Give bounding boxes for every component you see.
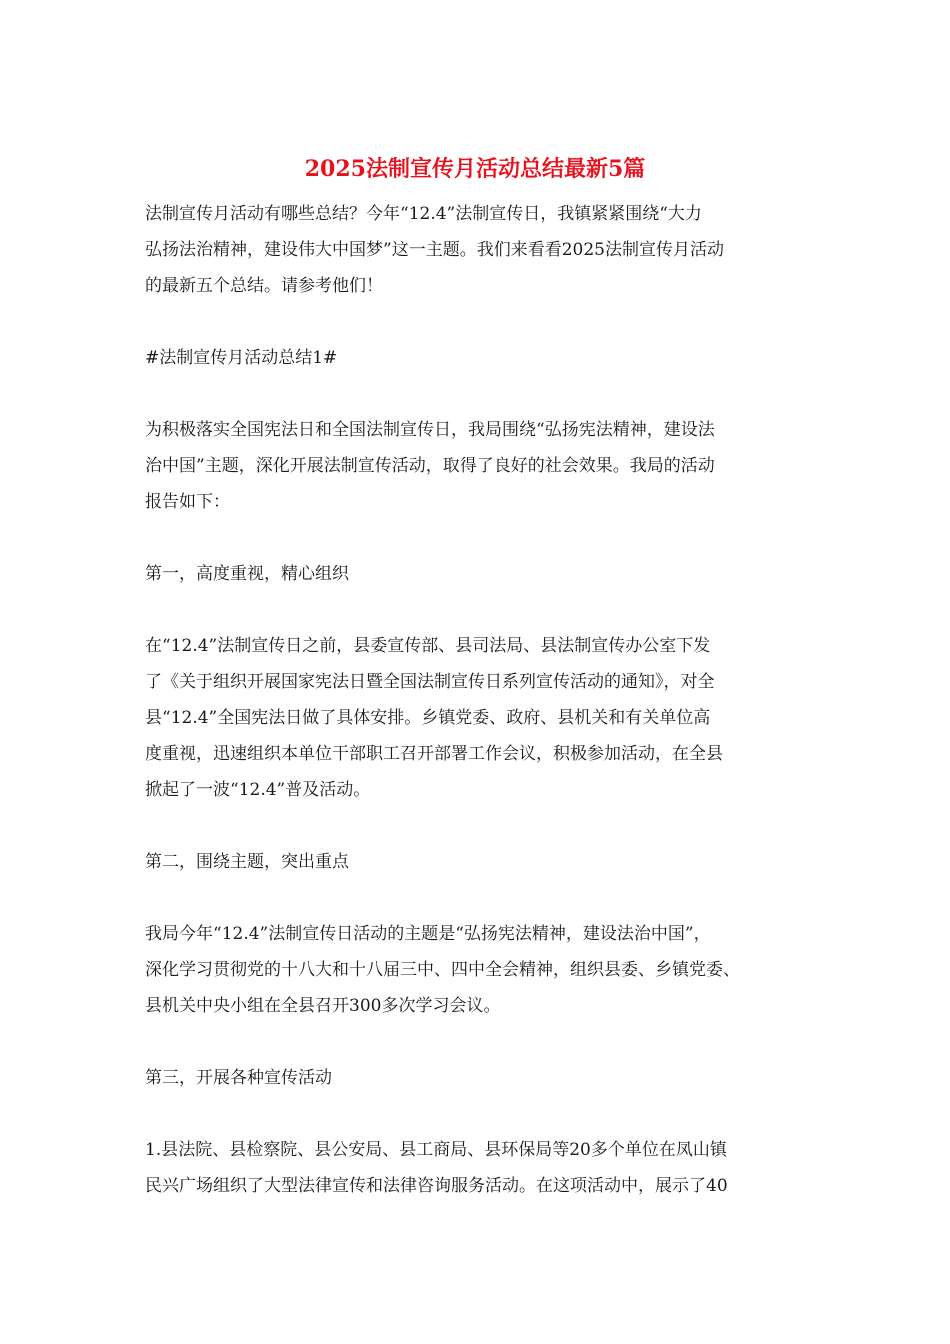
document-body <box>145 196 810 1240</box>
body-paragraph: 为积极落实全国宪法日和全国法制宣传日，我局围绕“弘扬宪法精神，建设法 治中国”主题，深化开展法制宣传活动，取得了良好的社会效果。我局的活动 报告如下： <box>145 420 715 512</box>
intro-paragraph: 法制宣传月活动有哪些总结？今年“12.4”法制宣传日，我镇紧紧围绕“大力 弘扬法治精神，建设伟大中国梦”这一主题。我们来看看2025法制宣传月活动 的最新五个总结。请参考他们！ <box>145 204 724 296</box>
body-paragraph: 我局今年“12.4”法制宣传日活动的主题是“弘扬宪法精神，建设法治中国”， 深化学习贯彻党的十八大和十八届三中、四中全会精神，组织县委、乡镇党委、 县机关中央小组在全县召开300多次学习会议。 <box>145 924 740 1016</box>
subsection-heading: 第二，围绕主题，突出重点 <box>145 852 349 872</box>
body-paragraph: 在“12.4”法制宣传日之前，县委宣传部、县司法局、县法制宣传办公室下发 了《关于组织开展国家宪法日暨全国法制宣传日系列宣传活动的通知》，对全 县“12.4”全国宪法日做了具体安排。乡镇党委、政府、县机关和有关单位高 度重视，迅速组织本单位干部职工召开部署工作会议，积极参加活动，在全县 掀起了一波“12.4”普及活动。 <box>145 636 723 800</box>
subsection-heading: 第一，高度重视，精心组织 <box>145 564 349 584</box>
subsection-heading: 第三，开展各种宣传活动 <box>145 1068 332 1088</box>
body-paragraph: 1.县法院、县检察院、县公安局、县工商局、县环保局等20多个单位在凤山镇 民兴广场组织了大型法律宣传和法律咨询服务活动。在这项活动中，展示了40 <box>145 1140 728 1196</box>
document-title: 2025法制宣传月活动总结最新5篇 <box>304 156 646 182</box>
section-heading: #法制宣传月活动总结1# <box>145 348 338 368</box>
